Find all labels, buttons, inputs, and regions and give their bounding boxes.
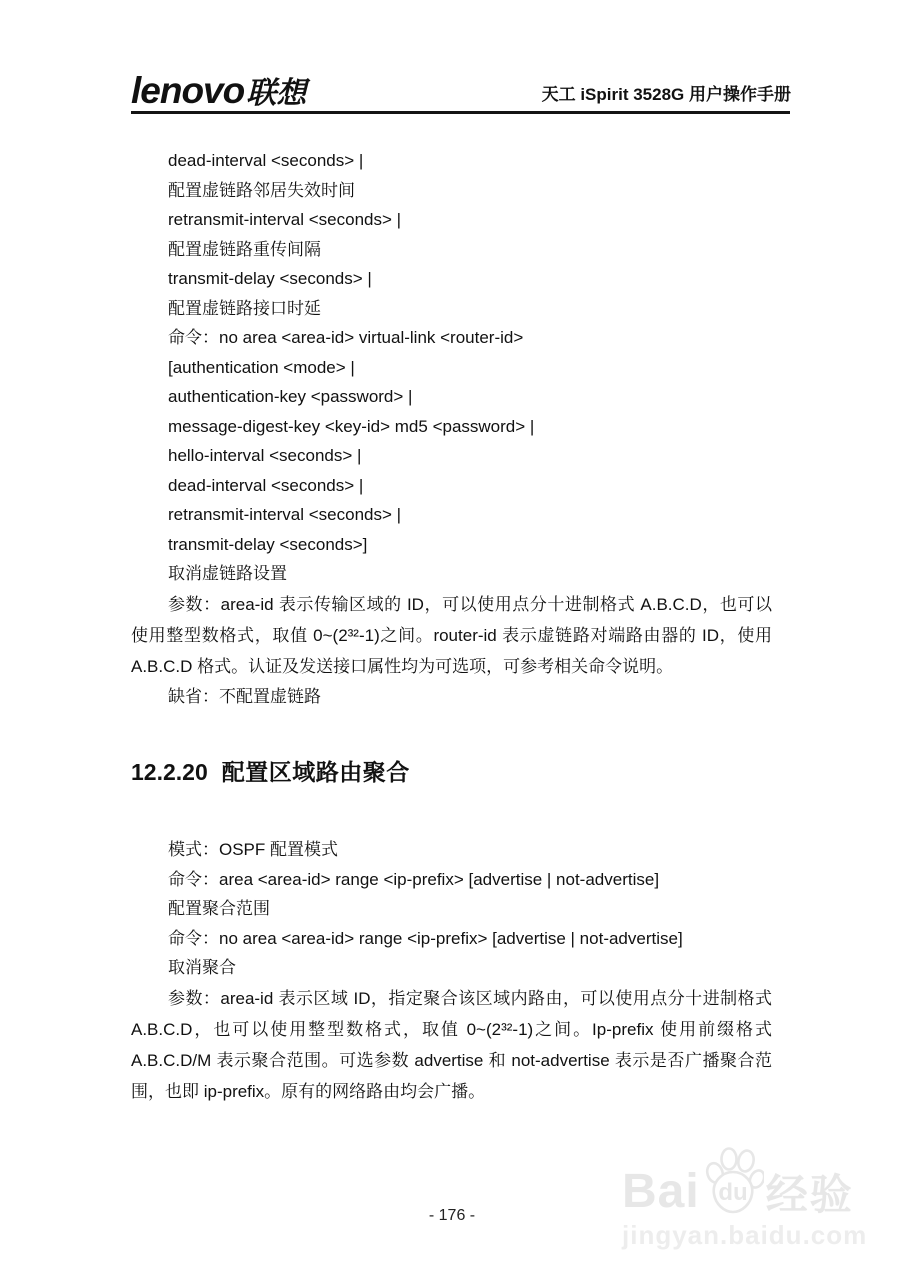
text-line: transmit-delay <seconds> | (168, 269, 372, 288)
text-line: retransmit-interval <seconds> | (168, 505, 402, 524)
text-line: 配置虚链路重传间隔 (168, 239, 321, 259)
text-line: authentication-key <password> | (168, 387, 413, 406)
text-line: 命令：area <area-id> range <ip-prefix> [advertise | not-advertise] (168, 869, 660, 889)
text-line: 模式：OSPF 配置模式 (168, 840, 339, 859)
lenovo-logo (131, 72, 306, 109)
text-line: message-digest-key <key-id> md5 <password> | (168, 416, 535, 436)
text-line: 配置聚合范围 (168, 899, 270, 918)
text-line: hello-interval <seconds> | (168, 446, 362, 465)
text-line: 缺省：不配置虚链路 (168, 686, 321, 706)
text-line: 命令：no area <area-id> virtual-link <router-id> (168, 328, 524, 347)
watermark-brand (622, 1146, 902, 1216)
text-line: dead-interval <seconds> | (168, 151, 364, 170)
text-line: transmit-delay <seconds>] (168, 534, 368, 554)
page-header (131, 72, 791, 109)
section-heading (131, 757, 772, 787)
text-line: 命令：no area <area-id> range <ip-prefix> [advertise | not-advertise] (168, 928, 683, 948)
section-number: 12.2.20 (131, 759, 208, 785)
text-line: 取消虚链路设置 (168, 564, 287, 583)
lenovo-logo-latin: lenovo (131, 70, 245, 111)
lenovo-logo-chinese: 联想 (246, 77, 307, 110)
text-line: dead-interval <seconds> | (168, 475, 364, 495)
watermark-du-text: du (718, 1179, 748, 1206)
text-line: 配置虚链路接口时延 (168, 298, 321, 318)
document-title: 天工 iSpirit 3528G 用户操作手册 (541, 85, 791, 104)
section-title: 配置区域路由聚合 (221, 759, 410, 785)
paragraph: 参数：area-id 表示区域 ID，指定聚合该区域内路由，可以使用点分十进制格式 A.B.C.D，也可以使用整型数格式，取值 0~(2³²-1)之间。Ip-prefix 使用前缀格式 A.B.C.D/M 表示聚合范围。可选参数 advertise 和 not-advertise 表示是否广播聚合范围，也即 ip-prefix。原有的网络路由均会广播。 (131, 988, 772, 1101)
content-blocks (131, 146, 772, 1107)
text-line: 取消聚合 (168, 958, 236, 977)
text-line: 配置虚链路邻居失效时间 (168, 180, 355, 200)
watermark-bai-text: Bai (622, 1165, 700, 1218)
baidu-paw-icon (702, 1146, 764, 1220)
text-line: [authentication <mode> | (168, 357, 355, 377)
watermark-url: jingyan.baidu.com (622, 1220, 868, 1250)
header-divider (131, 111, 790, 114)
text-line: retransmit-interval <seconds> | (168, 210, 402, 229)
page-number: - 176 - (428, 1207, 476, 1224)
baidu-jingyan-watermark (622, 1146, 902, 1251)
watermark-jingyan-text: 经验 (765, 1171, 854, 1218)
paragraph: 参数：area-id 表示传输区域的 ID，可以使用点分十进制格式 A.B.C.D，也可以使用整型数格式，取值 0~(2³²-1)之间。router-id 表示虚链路对端路由器的 ID，使用 A.B.C.D 格式。认证及发送接口属性均为可选项，可参考相关命令说明。 (131, 594, 772, 676)
